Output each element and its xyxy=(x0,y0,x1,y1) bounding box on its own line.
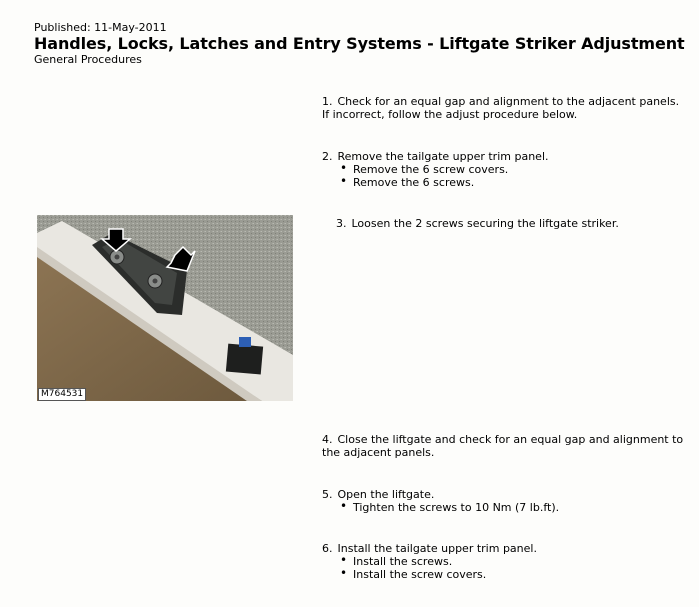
bullet-item: • Remove the 6 screw covers. xyxy=(338,163,682,176)
step-number: 4. xyxy=(322,433,333,446)
bullet-item: • Tighten the screws to 10 Nm (7 lb.ft). xyxy=(338,501,682,514)
published-date: Published: 11-May-2011 xyxy=(34,21,167,34)
bullet-item: • Install the screw covers. xyxy=(338,568,682,581)
figure-label: M764531 xyxy=(38,388,86,401)
step-1 xyxy=(322,95,682,121)
step-text: Open the liftgate. xyxy=(337,488,435,501)
step-5 xyxy=(322,488,682,514)
step-3 xyxy=(336,217,681,230)
step-6 xyxy=(322,542,682,581)
step-text: Loosen the 2 screws securing the liftgate striker. xyxy=(351,217,619,230)
striker-figure xyxy=(37,215,293,401)
step-number: 6. xyxy=(322,542,333,555)
step-number: 2. xyxy=(322,150,333,163)
step-2-bullets xyxy=(322,163,682,189)
step-4 xyxy=(322,433,684,459)
step-number: 3. xyxy=(336,217,347,230)
step-number: 1. xyxy=(322,95,333,108)
page-title: Handles, Locks, Latches and Entry Systems - Liftgate Striker Adjustment xyxy=(34,34,685,53)
bullet-item: • Remove the 6 screws. xyxy=(338,176,682,189)
striker-photo xyxy=(37,215,293,401)
step-5-bullets xyxy=(322,501,682,514)
step-text: Close the liftgate and check for an equal gap and alignment to the adjacent panels. xyxy=(322,433,684,459)
step-number: 5. xyxy=(322,488,333,501)
step-text: Check for an equal gap and alignment to the adjacent panels. If incorrect, follow the adjust procedure below. xyxy=(322,95,680,121)
step-2 xyxy=(322,150,682,189)
step-text: Remove the tailgate upper trim panel. xyxy=(337,150,549,163)
page-subtitle: General Procedures xyxy=(34,53,142,66)
bullet-item: • Install the screws. xyxy=(338,555,682,568)
step-text: Install the tailgate upper trim panel. xyxy=(337,542,537,555)
step-6-bullets xyxy=(322,555,682,581)
